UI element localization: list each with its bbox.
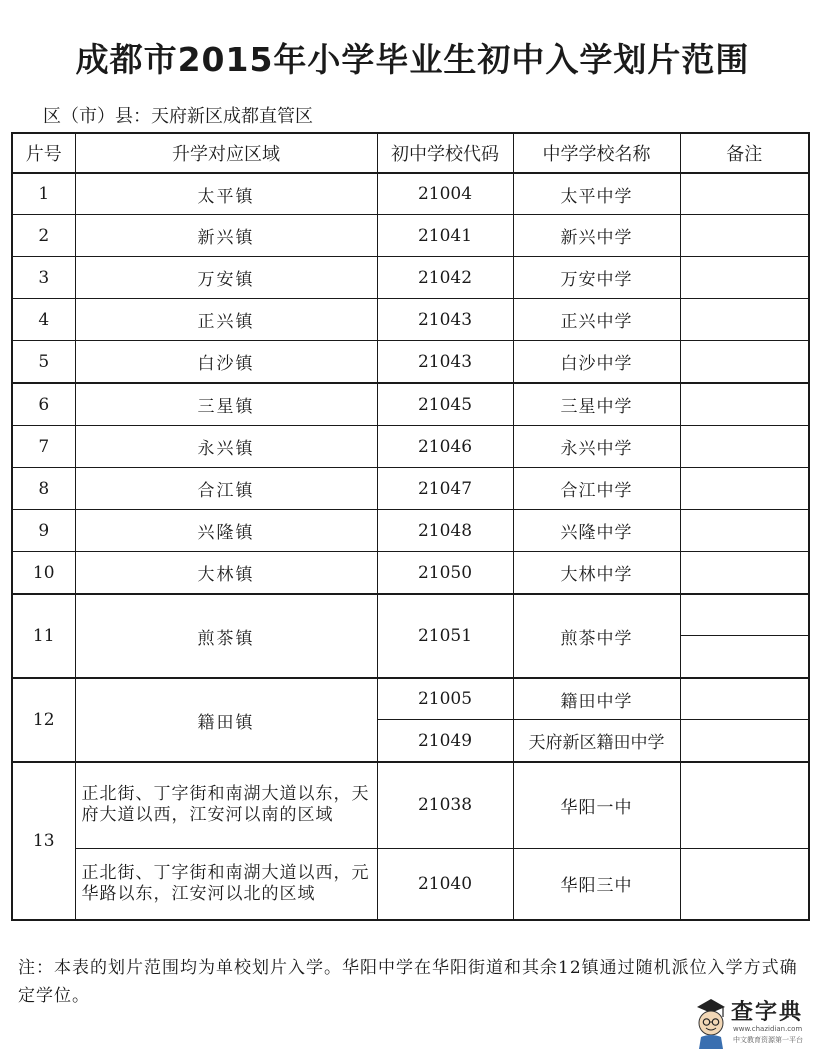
- cell-code: 21043: [377, 341, 513, 384]
- cell-area: 新兴镇: [75, 215, 377, 257]
- cell-no: 12: [12, 678, 75, 762]
- cell-remark: [680, 383, 809, 426]
- cell-area: 正兴镇: [75, 299, 377, 341]
- header-code: 初中学校代码: [377, 133, 513, 173]
- cell-remark: [680, 215, 809, 257]
- cell-area: 煎茶镇: [75, 594, 377, 678]
- cell-no: 10: [12, 552, 75, 595]
- cell-school: 华阳三中: [513, 848, 680, 920]
- cell-school: 合江中学: [513, 468, 680, 510]
- cell-no: 6: [12, 383, 75, 426]
- cell-school: 华阳一中: [513, 762, 680, 848]
- cell-code: 21004: [377, 173, 513, 215]
- footnote: 注：本表的划片范围均为单校划片入学。华阳中学在华阳街道和其余12镇通过随机派位入学方式确定学位。: [18, 958, 798, 1006]
- cell-code: 21045: [377, 383, 513, 426]
- cell-area: 正北街、丁字街和南湖大道以西，元华路以东，江安河以北的区域: [75, 848, 377, 920]
- cell-remark: [680, 678, 809, 720]
- cell-remark: [680, 299, 809, 341]
- cell-remark: [680, 173, 809, 215]
- enrollment-table: [11, 132, 810, 921]
- cell-remark: [680, 848, 809, 920]
- table-row: [12, 173, 809, 215]
- cell-code: 21050: [377, 552, 513, 595]
- cell-remark: [680, 762, 809, 848]
- cell-code: 21043: [377, 299, 513, 341]
- cell-school: 兴隆中学: [513, 510, 680, 552]
- cell-school: 籍田中学: [513, 678, 680, 720]
- header-no: 片号: [12, 133, 75, 173]
- watermark-logo: [693, 993, 811, 1053]
- cell-area: 籍田镇: [75, 678, 377, 762]
- cell-area: 正北街、丁字街和南湖大道以东，天府大道以西，江安河以南的区域: [75, 762, 377, 848]
- cell-code: 21042: [377, 257, 513, 299]
- page-title: 成都市2015年小学毕业生初中入学划片范围: [75, 40, 750, 79]
- cell-code: 21041: [377, 215, 513, 257]
- table-row: [12, 215, 809, 257]
- table-row: [12, 552, 809, 595]
- cell-no: 13: [12, 762, 75, 920]
- cell-code: 21038: [377, 762, 513, 848]
- cell-school: 太平中学: [513, 173, 680, 215]
- table-row: [12, 383, 809, 426]
- cell-remark: [680, 552, 809, 595]
- cell-remark: [680, 468, 809, 510]
- header-remark: 备注: [680, 133, 809, 173]
- cell-code: 21005: [377, 678, 513, 720]
- cell-area: 大林镇: [75, 552, 377, 595]
- cell-remark: [680, 341, 809, 384]
- cell-remark: [680, 720, 809, 763]
- table-row: [12, 341, 809, 384]
- cell-code: 21046: [377, 426, 513, 468]
- cell-area: 太平镇: [75, 173, 377, 215]
- cell-no: 2: [12, 215, 75, 257]
- cell-remark: [680, 426, 809, 468]
- watermark-slogan: 中文教育资源第一平台: [733, 1036, 803, 1044]
- district-label: 区（市）县：天府新区成都直管区: [43, 106, 313, 127]
- cell-school: 永兴中学: [513, 426, 680, 468]
- table-row: [12, 426, 809, 468]
- cell-no: 9: [12, 510, 75, 552]
- cell-area: 万安镇: [75, 257, 377, 299]
- cell-code: 21047: [377, 468, 513, 510]
- table-row: [12, 848, 809, 920]
- table-row: [12, 299, 809, 341]
- cell-area: 永兴镇: [75, 426, 377, 468]
- header-area: 升学对应区域: [75, 133, 377, 173]
- cell-no: 4: [12, 299, 75, 341]
- table-row: [12, 762, 809, 848]
- cell-code: 21040: [377, 848, 513, 920]
- mascot-icon: [693, 993, 729, 1051]
- cell-remark: [680, 636, 809, 679]
- table-row: [12, 678, 809, 720]
- cell-no: 7: [12, 426, 75, 468]
- header-school: 中学学校名称: [513, 133, 680, 173]
- table-row: [12, 257, 809, 299]
- cell-area: 合江镇: [75, 468, 377, 510]
- cell-school: 新兴中学: [513, 215, 680, 257]
- cell-no: 3: [12, 257, 75, 299]
- cell-school: 万安中学: [513, 257, 680, 299]
- cell-school: 天府新区籍田中学: [513, 720, 680, 763]
- cell-no: 5: [12, 341, 75, 384]
- cell-school: 正兴中学: [513, 299, 680, 341]
- cell-area: 白沙镇: [75, 341, 377, 384]
- cell-code: 21051: [377, 594, 513, 678]
- cell-remark: [680, 594, 809, 636]
- cell-school: 煎茶中学: [513, 594, 680, 678]
- cell-school: 白沙中学: [513, 341, 680, 384]
- cell-area: 三星镇: [75, 383, 377, 426]
- cell-code: 21049: [377, 720, 513, 763]
- cell-remark: [680, 257, 809, 299]
- table-header-row: [12, 133, 809, 173]
- cell-no: 11: [12, 594, 75, 678]
- cell-remark: [680, 510, 809, 552]
- cell-school: 三星中学: [513, 383, 680, 426]
- watermark-name: 查字典: [731, 1000, 804, 1025]
- table-row: [12, 594, 809, 636]
- table-row: [12, 468, 809, 510]
- cell-area: 兴隆镇: [75, 510, 377, 552]
- cell-school: 大林中学: [513, 552, 680, 595]
- cell-no: 1: [12, 173, 75, 215]
- table-row: [12, 510, 809, 552]
- cell-code: 21048: [377, 510, 513, 552]
- watermark-url: www.chazidian.com: [733, 1025, 803, 1033]
- cell-no: 8: [12, 468, 75, 510]
